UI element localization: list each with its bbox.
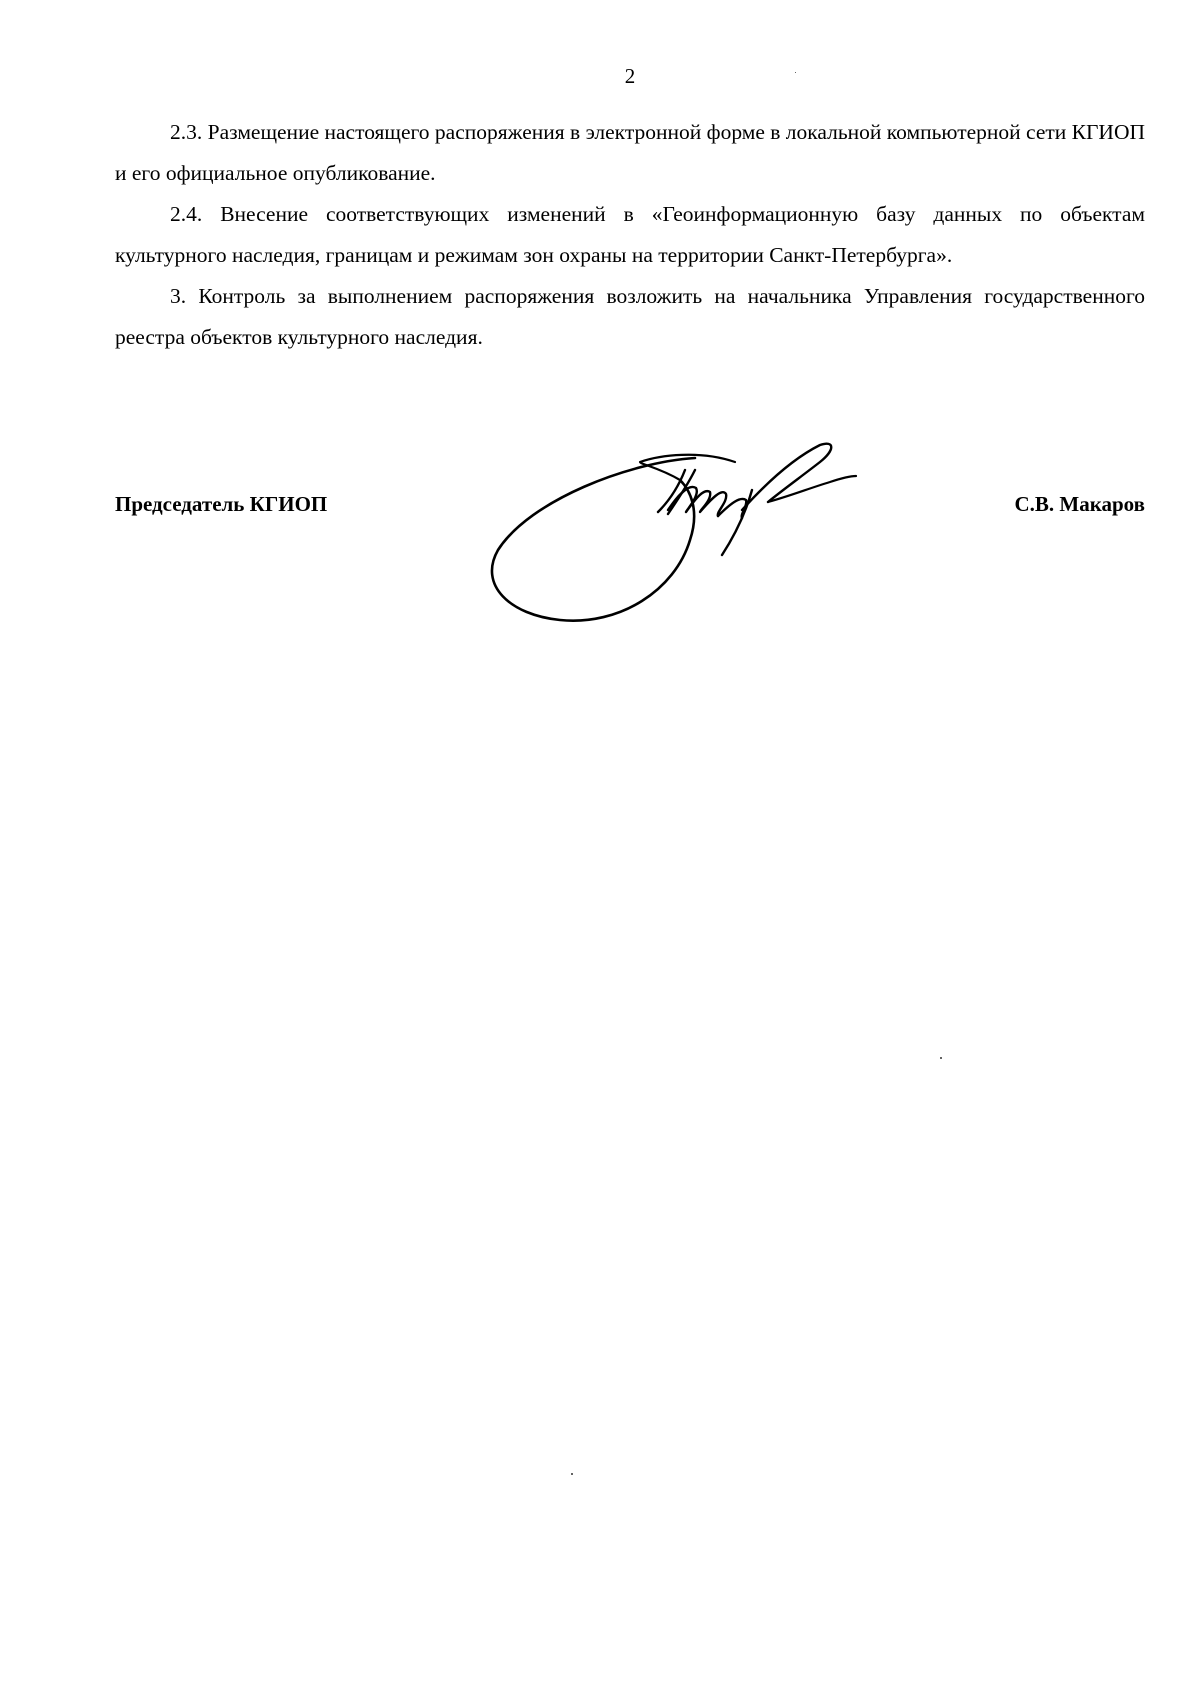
document-body [115,112,1145,358]
paragraph-3: 3. Контроль за выполнением распоряжения возложить на начальника Управления государственного реестра объектов культурного наследия. [115,284,1145,349]
signatory-title: Председатель КГИОП [115,492,328,516]
page-number: 2 [624,64,636,88]
scan-speck [940,1057,942,1059]
paragraph-2-4: 2.4. Внесение соответствующих изменений в «Геоинформационную базу данных по объектам культурного наследия, границам и режимам зон охраны на территории Санкт-Петербурга». [115,202,1145,267]
paragraph-2-3: 2.3. Размещение настоящего распоряжения в электронной форме в локальной компьютерной сети КГИОП и его официальное опубликование. [115,120,1145,185]
handwritten-signature [490,440,940,640]
scan-speck [571,1473,573,1475]
scan-speck [795,72,796,73]
signatory-name: С.В. Макаров [1014,492,1145,516]
